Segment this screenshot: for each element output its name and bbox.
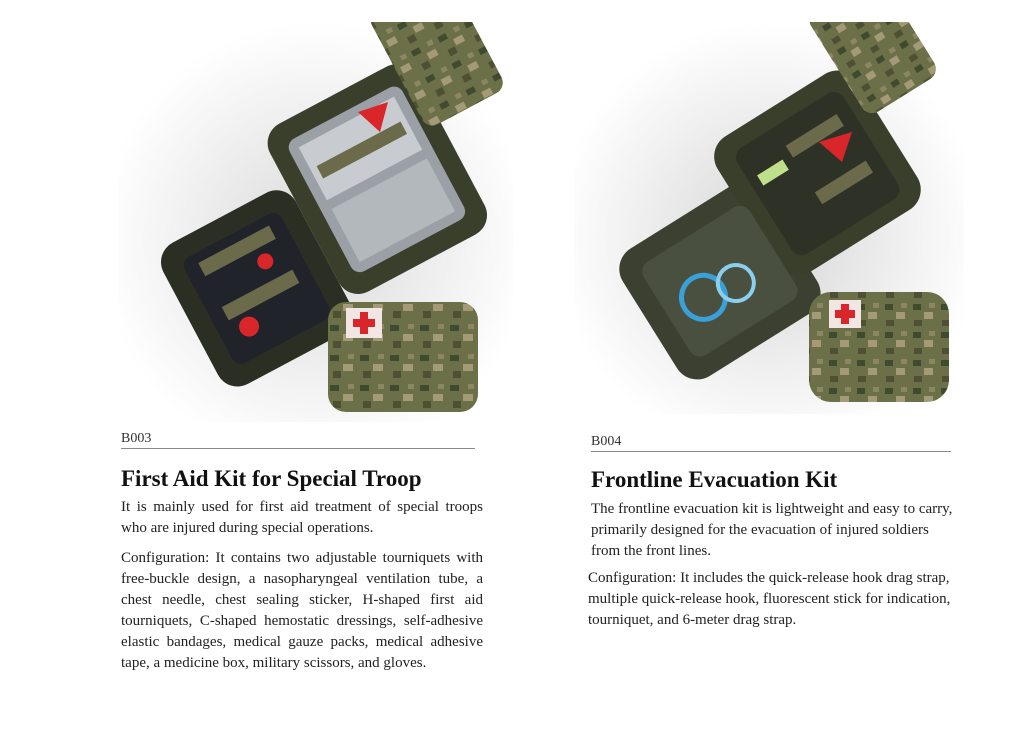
product-code: B003 [121, 431, 475, 449]
product-configuration: Configuration: It includes the quick-release hook drag strap, multiple quick-release hook, fluorescent stick for indication, tourniquet, and 6-meter drag strap. [588, 570, 951, 628]
evacuation-kit-photo [574, 22, 964, 414]
product-title: First Aid Kit for Special Troop [121, 466, 422, 491]
product-description: It is mainly used for first aid treatment of special troops who are injured during special operations. [121, 499, 483, 536]
product-configuration: Configuration: It contains two adjustable tourniquets with free-buckle design, a nasopharyngeal ventilation tube, a chest needle, chest sealing sticker, H-shaped first aid tourniquets, C-shaped hemostatic dressings, self-adhesive elastic bandages, medical gauze packs, medical adhesive tape, a medicine box, military scissors, and gloves. [121, 550, 483, 671]
product-code: B004 [591, 434, 951, 452]
product-title: Frontline Evacuation Kit [591, 467, 838, 492]
first-aid-kit-photo [118, 22, 513, 422]
product-description: The frontline evacuation kit is lightweight and easy to carry, primarily designed for the evacuation of injured soldiers from the front lines. [591, 501, 953, 559]
